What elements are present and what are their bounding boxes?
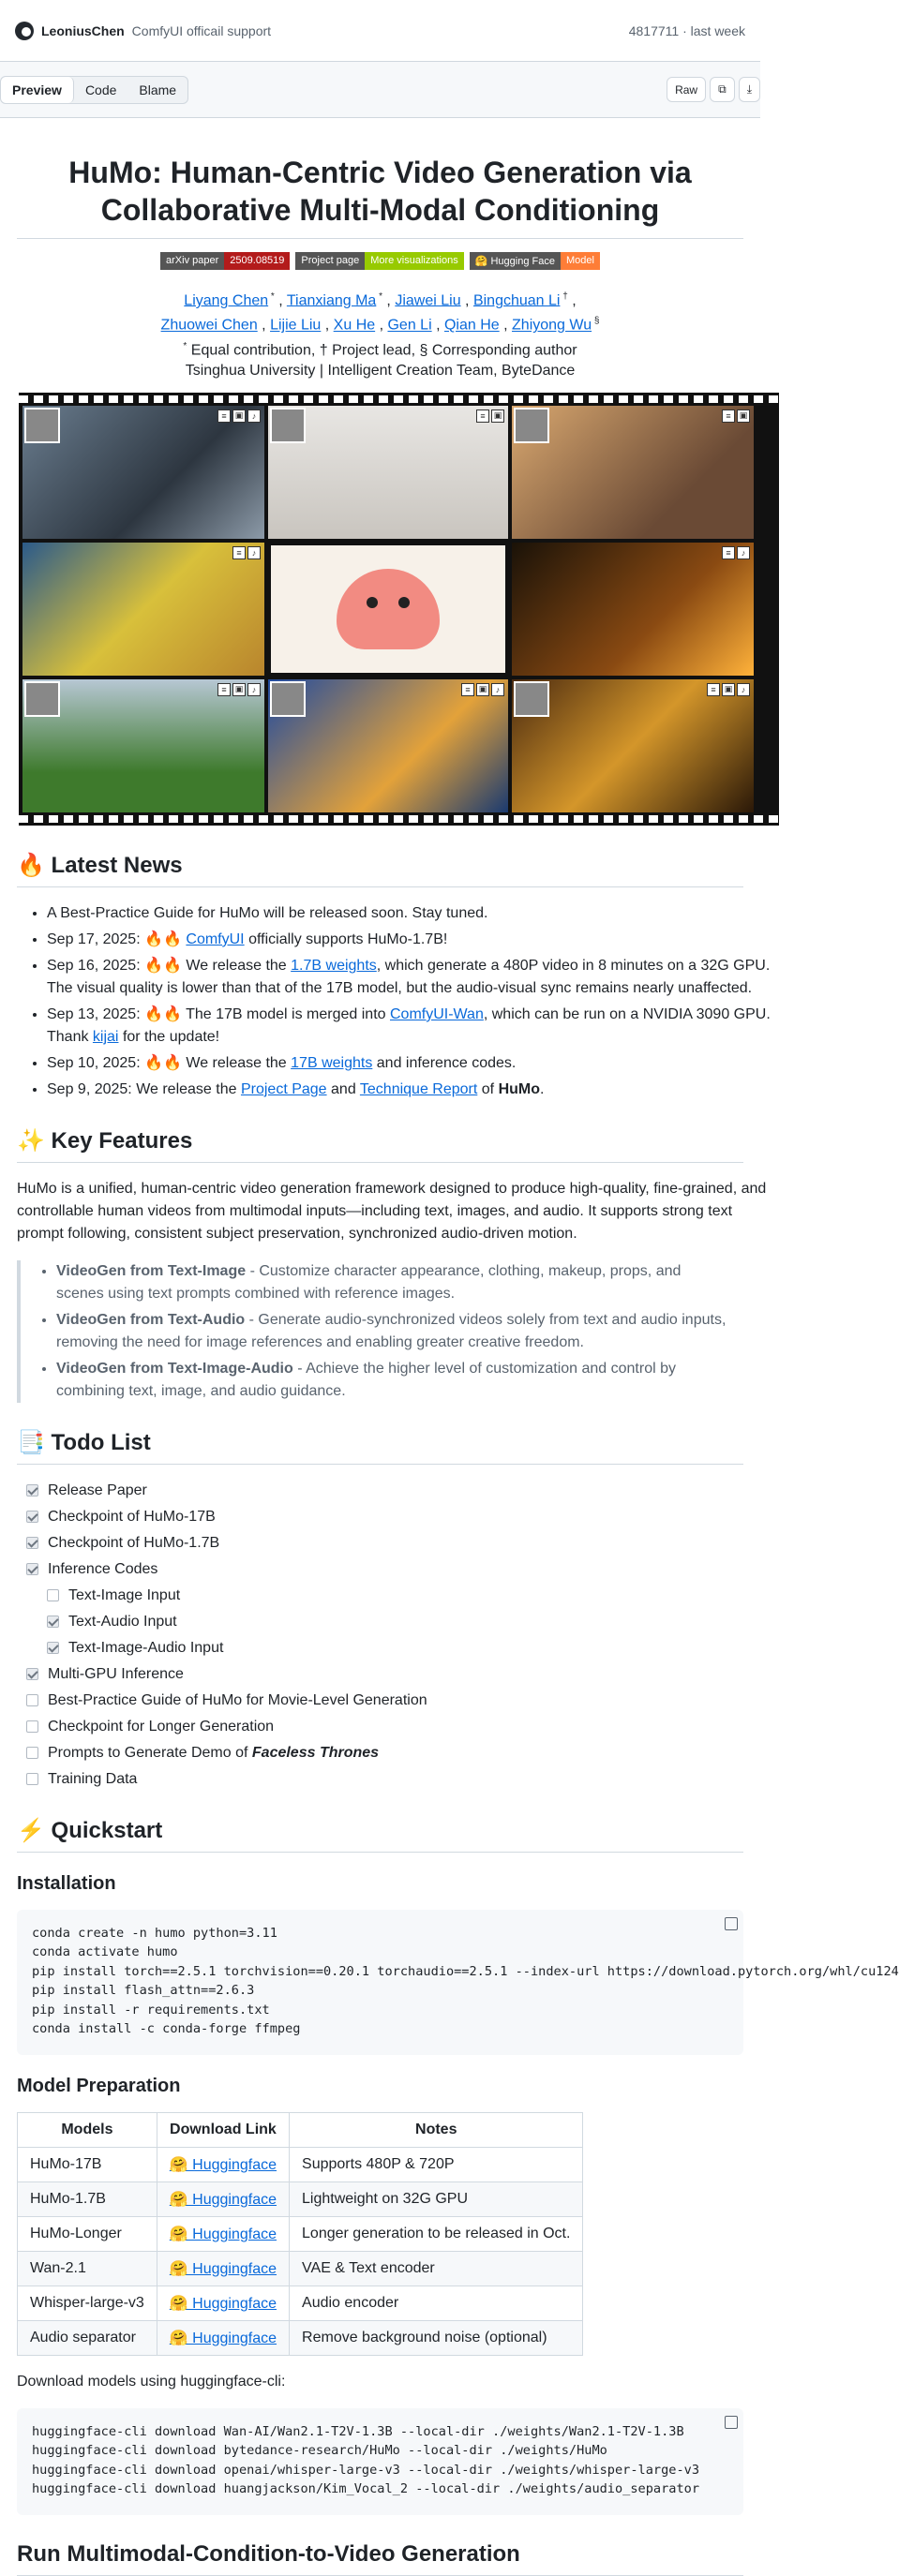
todo-item: Text-Image Input <box>17 1585 743 1607</box>
comfyui-link[interactable]: ComfyUI <box>186 931 245 947</box>
tab-code[interactable]: Code <box>74 77 127 103</box>
author-block <box>17 287 743 381</box>
octopus-mascot-icon <box>337 569 440 649</box>
huggingface-link[interactable]: 🤗 Huggingface <box>169 2330 277 2346</box>
todo-item: Multi-GPU Inference <box>17 1663 743 1686</box>
download-intro: Download models using huggingface-cli: <box>17 2373 286 2390</box>
checkbox-unchecked[interactable] <box>26 1773 38 1785</box>
file-actions <box>667 77 760 102</box>
avatar[interactable] <box>15 22 34 40</box>
todo-item: Checkpoint for Longer Generation <box>17 1716 743 1738</box>
todo-item: Release Paper <box>17 1480 743 1502</box>
author-link[interactable]: Gen Li <box>387 317 432 334</box>
reference-image <box>24 408 60 443</box>
checkbox-checked[interactable] <box>47 1642 59 1654</box>
commit-bar <box>0 0 760 62</box>
readme-content <box>0 154 760 381</box>
author-link[interactable]: Jiawei Liu <box>395 292 461 309</box>
download-code-block[interactable]: huggingface-cli download Wan-AI/Wan2.1-T2V-1.3B --local-dir ./weights/Wan2.1-T2V-1.3B huggingface-cli download bytedance-research/HuMo --local-dir ./weights/HuMo huggingface-cli download openai/whisper-large-v3 --local-dir ./weights/whisper-large-v3 huggingface-cli download huangjackson/Kim_Vocal_2 --local-dir ./weights/audio_separator <box>17 2408 743 2515</box>
badge-row <box>17 252 743 270</box>
copy-icon[interactable]: ⧉ <box>710 77 735 102</box>
table-header: Models <box>18 2112 157 2147</box>
reference-image <box>270 681 306 717</box>
page-title: HuMo: Human-Centric Video Generation via Collaborative Multi-Modal Conditioning <box>17 154 743 239</box>
author-note: * Equal contribution, † Project lead, § Corresponding author <box>183 340 577 358</box>
author-link[interactable]: Bingchuan Li <box>472 292 561 309</box>
checkbox-checked[interactable] <box>26 1484 38 1496</box>
list-item: • Sep 17, 2025: 🔥🔥 ComfyUI officially supports HuMo-1.7B! <box>47 929 743 951</box>
todo-item: Checkpoint of HuMo-1.7B <box>17 1532 743 1555</box>
key-features-heading: ✨ Key Features <box>17 1127 743 1163</box>
modality-icons: ≡ ▣ <box>722 409 750 423</box>
table-header: Download Link <box>157 2112 289 2147</box>
todo-item: Training Data <box>17 1768 743 1791</box>
features-intro: HuMo is a unified, human-centric video generation framework designed to produce high-quality, fine-grained, and controllable human videos from multimodal inputs—including text, images, and audio. It supports strong text prompt following, consistent subject preservation, synchronized audio-driven motion. <box>17 1180 767 1242</box>
author-link[interactable]: Qian He <box>443 317 500 334</box>
list-item: • Sep 13, 2025: 🔥🔥 The 17B model is merged into ComfyUI-Wan, which can be run on a NVIDIA 3090 GPU. Thank kijai for the update! <box>47 1004 781 1049</box>
todo-item: Text-Audio Input <box>17 1611 743 1633</box>
todo-item: Inference Codes <box>17 1558 743 1581</box>
models-table <box>17 2112 583 2356</box>
project-page-badge[interactable]: Project page More visualizations <box>295 252 463 270</box>
author-link[interactable]: Liyang Chen <box>184 292 269 309</box>
table-row: HuMo-Longer 🤗 Huggingface Longer generation to be released in Oct. <box>18 2216 583 2251</box>
modality-icons: ≡ ▣ ♪ <box>707 683 750 696</box>
checkbox-checked[interactable] <box>26 1511 38 1523</box>
checkbox-checked[interactable] <box>26 1668 38 1680</box>
video-frame <box>268 406 508 539</box>
author-link[interactable]: Tianxiang Ma <box>286 292 377 309</box>
author-link[interactable]: Zhuowei Chen <box>160 317 258 334</box>
install-code-block[interactable]: conda create -n humo python=3.11 conda activate humo pip install torch==2.5.1 torchvision==0.20.1 torchaudio==2.5.1 --index-url https://download.pytorch.org/whl/cu124 pip install flash_attn==2.6.3 pip install -r requirements.txt conda install -c conda-forge ffmpeg <box>17 1910 743 2055</box>
video-frame <box>22 406 264 539</box>
commit-author[interactable]: LeoniusChen <box>41 22 125 38</box>
copy-icon[interactable] <box>725 1917 738 1930</box>
todo-list-heading: 📑 Todo List <box>17 1429 743 1465</box>
latest-news-heading: 🔥 Latest News <box>17 852 743 887</box>
table-row: Audio separator 🤗 Huggingface Remove background noise (optional) <box>18 2320 583 2355</box>
checkbox-unchecked[interactable] <box>26 1694 38 1706</box>
modality-icons: ≡ ▣ ♪ <box>217 409 261 423</box>
view-mode-toggle <box>0 76 188 104</box>
list-item: • Sep 16, 2025: 🔥🔥 We release the 1.7B weights, which generate a 480P video in 8 minutes on a 32G GPU. The visual quality is lower than that of the 17B model, but the audio-visual sync remains nearly unaffected. <box>47 955 781 1000</box>
list-item: • VideoGen from Text-Audio - Generate audio-synchronized videos solely from text and audio inputs, removing the need for image references and enabling greater creative freedom. <box>56 1309 728 1354</box>
table-row: Wan-2.1 🤗 Huggingface VAE & Text encoder <box>18 2251 583 2286</box>
author-link[interactable]: Xu He <box>333 317 376 334</box>
modality-icons: ≡ ♪ <box>232 546 261 559</box>
table-header: Notes <box>290 2112 583 2147</box>
video-frame <box>512 406 754 539</box>
todo-list <box>17 1480 743 1791</box>
video-frame <box>22 679 264 812</box>
commit-hash[interactable]: 4817711 <box>628 22 680 38</box>
hugging-face-badge[interactable]: 🤗 Hugging Face Model <box>470 252 600 270</box>
table-row: HuMo-1.7B 🤗 Huggingface Lightweight on 32G GPU <box>18 2181 583 2216</box>
checkbox-checked[interactable] <box>26 1563 38 1575</box>
author-link[interactable]: Zhiyong Wu <box>512 317 592 334</box>
list-item: • A Best-Practice Guide for HuMo will be released soon. Stay tuned. <box>47 902 743 925</box>
checkbox-unchecked[interactable] <box>26 1720 38 1733</box>
weights-1-7b-link[interactable]: 1.7B weights <box>291 957 377 974</box>
reference-image <box>514 681 549 717</box>
list-item: • VideoGen from Text-Image-Audio - Achieve the higher level of customization and control by combining text, image, and audio guidance. <box>56 1358 728 1403</box>
checkbox-unchecked[interactable] <box>47 1589 59 1601</box>
technique-report-link[interactable]: Technique Report <box>359 1080 478 1097</box>
table-row: Whisper-large-v3 🤗 Huggingface Audio encoder <box>18 2286 583 2320</box>
modality-icons: ≡ ♪ <box>722 546 750 559</box>
affiliation: Tsinghua University | Intelligent Creation Team, ByteDance <box>185 362 576 379</box>
checkbox-unchecked[interactable] <box>26 1747 38 1759</box>
quickstart-heading: ⚡️ Quickstart <box>17 1817 743 1853</box>
comfyui-wan-link[interactable]: ComfyUI-Wan <box>389 1005 484 1022</box>
list-item: • Sep 10, 2025: 🔥🔥 We release the 17B weights and inference codes. <box>47 1052 743 1075</box>
kijai-link[interactable]: kijai <box>92 1028 119 1045</box>
author-link[interactable]: Lijie Liu <box>270 317 322 334</box>
commit-message[interactable]: ComfyUI officail support <box>131 22 272 38</box>
news-list <box>17 902 771 1101</box>
teaser-filmstrip <box>19 393 779 826</box>
modality-icons: ≡ ▣ ♪ <box>217 683 261 696</box>
reference-image <box>24 681 60 717</box>
huggingface-link[interactable]: 🤗 Huggingface <box>169 2156 277 2173</box>
list-item: • Sep 9, 2025: We release the Project Page and Technique Report of HuMo. <box>47 1079 743 1101</box>
copy-icon[interactable] <box>725 2416 738 2429</box>
todo-item: Text-Image-Audio Input <box>17 1637 743 1660</box>
checkbox-checked[interactable] <box>26 1537 38 1549</box>
todo-item: Best-Practice Guide of HuMo for Movie-Level Generation <box>17 1690 743 1712</box>
modality-icons: ≡ ▣ ♪ <box>461 683 504 696</box>
modality-icons: ≡ ▣ <box>476 409 504 423</box>
list-item: • VideoGen from Text-Image - Customize character appearance, clothing, makeup, props, and scenes using text prompts combined with reference images. <box>56 1260 728 1305</box>
huggingface-link[interactable]: 🤗 Huggingface <box>169 2226 277 2242</box>
mascot-frame <box>268 543 508 676</box>
features-quote <box>17 1260 743 1403</box>
video-frame <box>512 543 754 676</box>
huggingface-link[interactable]: 🤗 Huggingface <box>169 2191 277 2208</box>
weights-17b-link[interactable]: 17B weights <box>291 1054 373 1071</box>
file-toolbar <box>0 62 760 118</box>
tab-preview[interactable]: Preview <box>1 77 74 103</box>
arxiv-badge[interactable]: arXiv paper 2509.08519 <box>160 252 290 270</box>
authors-line-2: Zhuowei Chen , Lijie Liu , Xu He , Gen Li , Qian He , Zhiyong Wu § <box>160 316 600 334</box>
reference-image <box>514 408 549 443</box>
huggingface-link[interactable]: 🤗 Huggingface <box>169 2295 277 2312</box>
tab-blame[interactable]: Blame <box>127 77 187 103</box>
commit-meta: 4817711 · last week <box>628 22 745 38</box>
video-frame <box>512 679 754 812</box>
video-frame <box>22 543 264 676</box>
run-generation-heading: Run Multimodal-Condition-to-Video Generation <box>17 2541 743 2576</box>
video-frame <box>268 679 508 812</box>
todo-item: Checkpoint of HuMo-17B <box>17 1506 743 1528</box>
model-preparation-heading: Model Preparation <box>17 2075 181 2096</box>
download-icon[interactable]: ⤓ <box>739 77 760 102</box>
todo-item: Prompts to Generate Demo of Faceless Thrones <box>17 1742 743 1764</box>
commit-time: last week <box>690 22 745 38</box>
table-row: HuMo-17B 🤗 Huggingface Supports 480P & 720P <box>18 2147 583 2181</box>
project-page-link[interactable]: Project Page <box>240 1080 327 1097</box>
huggingface-link[interactable]: 🤗 Huggingface <box>169 2260 277 2277</box>
readme-body <box>0 852 899 2576</box>
checkbox-checked[interactable] <box>47 1616 59 1628</box>
raw-button[interactable]: Raw <box>667 77 706 102</box>
installation-heading: Installation <box>17 1872 116 1894</box>
authors-line-1: Liyang Chen * , Tianxiang Ma * , Jiawei Liu , Bingchuan Li † , <box>184 291 577 309</box>
reference-image <box>270 408 306 443</box>
